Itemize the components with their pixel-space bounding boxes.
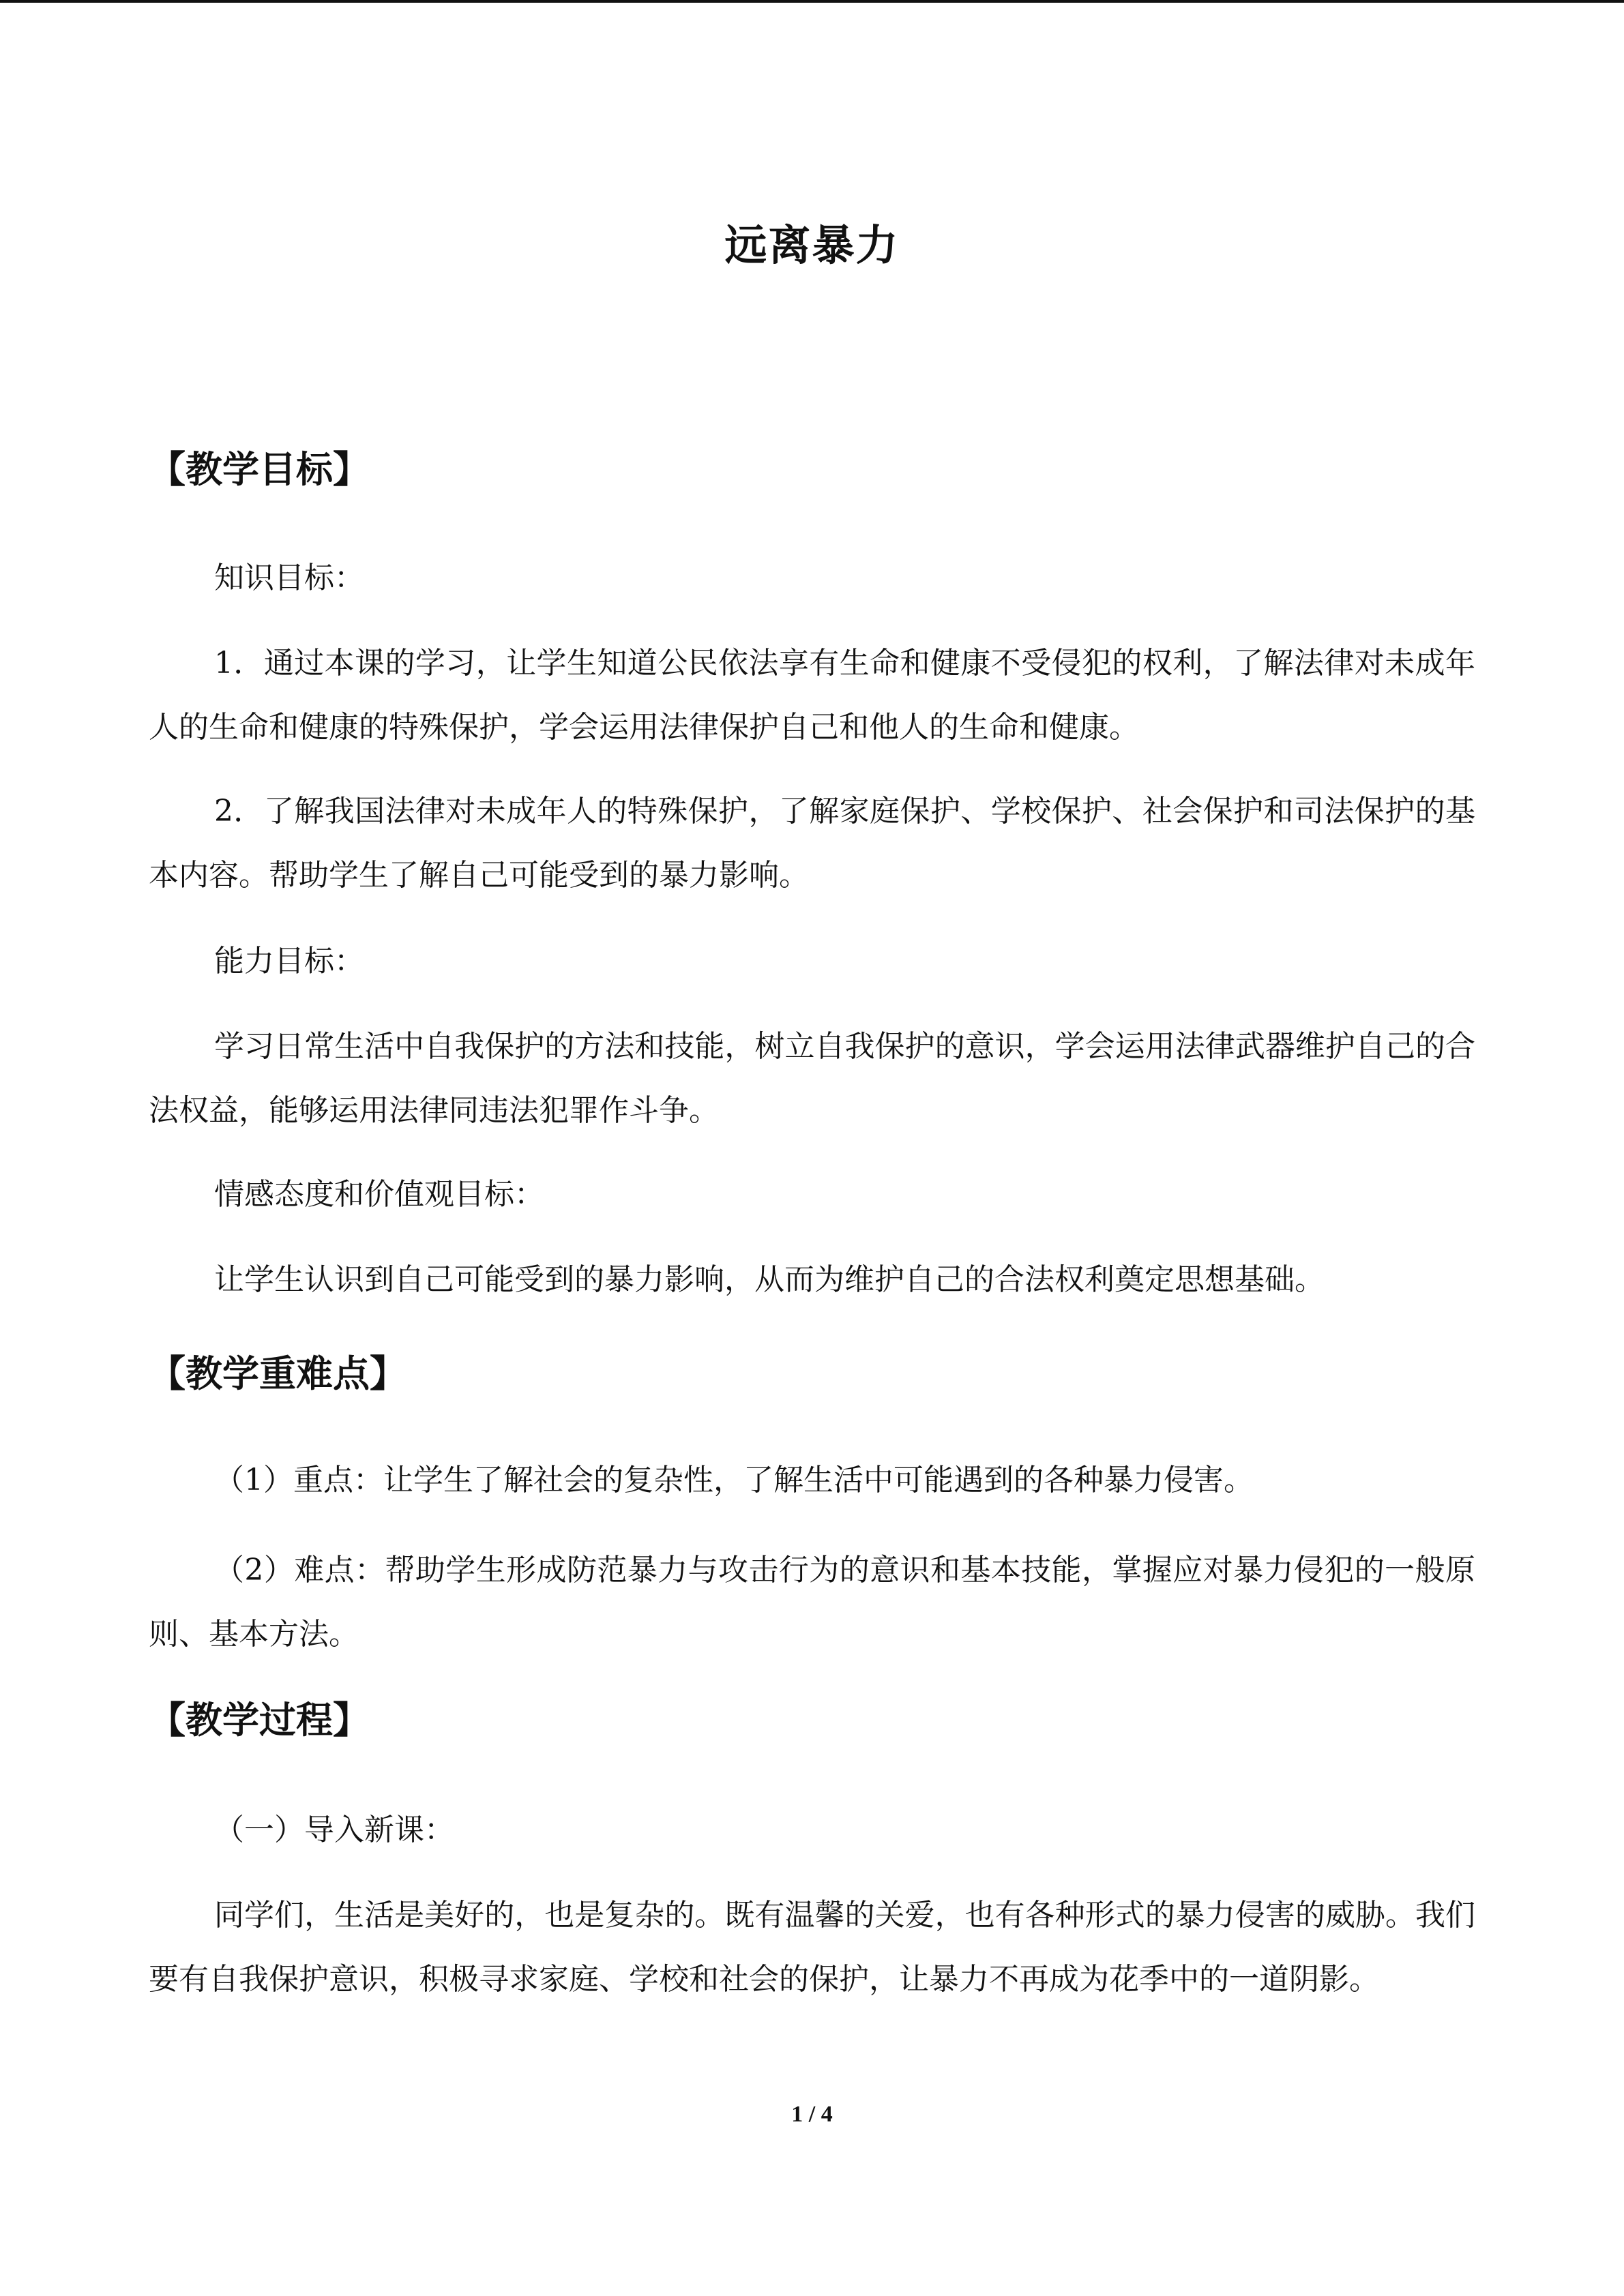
paragraph-difficult-point: （2）难点：帮助学生形成防范暴力与攻击行为的意识和基本技能，掌握应对暴力侵犯的一般原则、基本方法。 [149,1553,1475,1652]
paragraph-key-point: （1）重点：让学生了解社会的复杂性，了解生活中可能遇到的各种暴力侵害。 [214,1463,1254,1497]
paragraph-knowledge-2: 2．了解我国法律对未成年人的特殊保护，了解家庭保护、学校保护、社会保护和司法保护的基本内容。帮助学生了解自己可能受到的暴力影响。 [149,794,1475,893]
paragraph-ability: 学习日常生活中自我保护的方法和技能，树立自我保护的意识，学会运用法律武器维护自己的合法权益，能够运用法律同违法犯罪作斗争。 [149,1029,1475,1128]
paragraph-introduction: 同学们，生活是美好的，也是复杂的。既有温馨的关爱，也有各种形式的暴力侵害的威胁。我们要有自我保护意识，积极寻求家庭、学校和社会的保护，让暴力不再成为花季中的一道阴影。 [149,1898,1475,1997]
paragraph-attitude: 让学生认识到自己可能受到的暴力影响，从而为维护自己的合法权利奠定思想基础。 [214,1262,1325,1297]
label-attitude-goal: 情感态度和价值观目标： [214,1177,544,1212]
section-heading-objectives: 【教学目标】 [149,448,370,491]
label-introduction: （一）导入新课： [214,1813,454,1847]
section-heading-key-points: 【教学重难点】 [149,1352,407,1395]
top-border [0,0,1624,3]
label-ability-goal: 能力目标： [214,944,364,979]
page-indicator: 1 / 4 [791,2102,833,2127]
section-heading-process: 【教学过程】 [149,1699,370,1742]
label-knowledge-goal: 知识目标： [214,561,364,595]
document-title: 远离暴力 [724,220,900,270]
paragraph-knowledge-1: 1．通过本课的学习，让学生知道公民依法享有生命和健康不受侵犯的权利，了解法律对未成年人的生命和健康的特殊保护，学会运用法律保护自己和他人的生命和健康。 [149,646,1475,745]
